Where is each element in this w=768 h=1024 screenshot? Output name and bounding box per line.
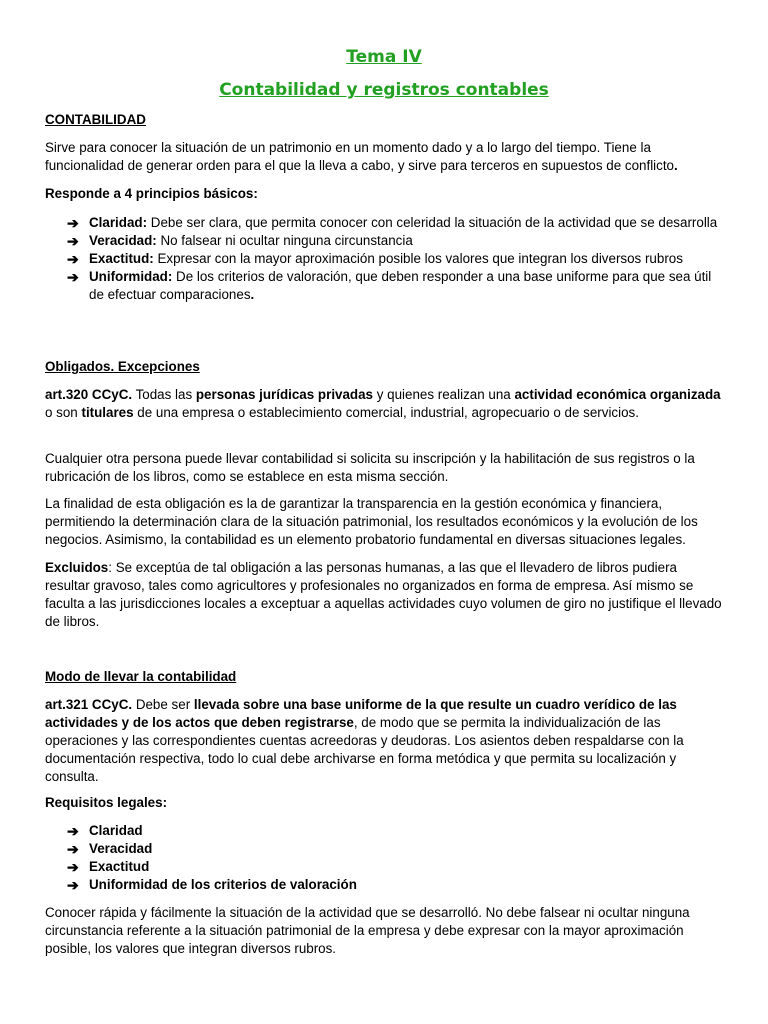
arrow-right-icon: ➔ <box>67 823 79 839</box>
bold-run: llevada sobre una base uniforme de la que resulte un cuadro verídico de las actividades y de los actos que deben registrarse <box>45 697 677 730</box>
section-heading-obligados: Obligados. Excepciones <box>45 359 200 374</box>
list-item <box>45 268 725 304</box>
list-item <box>45 840 725 858</box>
principles-list <box>45 214 725 304</box>
item-text: Uniformidad de los criterios de valoración <box>89 877 357 892</box>
bold-run: titulares <box>81 405 134 420</box>
paragraph-contabilidad <box>45 139 725 175</box>
item-text: Expresar con la mayor aproximación posible los valores que integran los diversos rubros <box>153 251 683 266</box>
paragraph-art321 <box>45 696 725 786</box>
list-item <box>45 250 725 268</box>
bold-run: personas jurídicas privadas <box>195 387 374 402</box>
text-run: de una empresa o establecimiento comercial, industrial, agropecuario o de servicios. <box>133 405 639 420</box>
bold-run: Excluidos <box>45 560 109 575</box>
item-text: Claridad <box>89 823 143 838</box>
paragraph-finalidad: La finalidad de esta obligación es la de garantizar la transparencia en la gestión económica y financiera, permitiendo la determinación clara de la situación patrimonial, los resultados económicos y la evolución de los negocios. Asimismo, la contabilidad es un elemento probatorio fundamental en diversas situaciones legales. <box>45 496 698 547</box>
item-text: No falsear ni ocultar ninguna circunstancia <box>156 233 413 248</box>
section-heading-contabilidad: CONTABILIDAD <box>45 112 146 127</box>
item-text: Debe ser clara, que permita conocer con celeridad la situación de la actividad que se desarrolla <box>147 215 718 230</box>
text-run: Todas las <box>132 387 196 402</box>
arrow-right-icon: ➔ <box>67 215 79 231</box>
document-subtitle: Contabilidad y registros contables <box>219 80 549 100</box>
item-text: Veracidad <box>89 841 153 856</box>
item-label: Claridad: <box>89 215 148 230</box>
paragraph-excluidos <box>45 559 725 631</box>
list-item <box>45 822 725 840</box>
requirements-list <box>45 822 725 894</box>
section-heading-modo: Modo de llevar la contabilidad <box>45 669 237 684</box>
paragraph-cualquier: Cualquier otra persona puede llevar contabilidad si solicita su inscripción y la habilitación de sus registros o la rubricación de los libros, como se establece en esta misma sección. <box>45 451 695 484</box>
article-ref: art.321 CCyC. <box>45 697 133 712</box>
list-item <box>45 858 725 876</box>
paragraph-text: Sirve para conocer la situación de un patrimonio en un momento dado y a lo largo del tiempo. Tiene la funcionalidad de generar orden para el que la lleva a cabo, y sirve para terceros en supuestos de conflicto <box>45 140 675 173</box>
arrow-right-icon: ➔ <box>67 269 79 285</box>
arrow-right-icon: ➔ <box>67 859 79 875</box>
paragraph-end: . <box>674 158 678 173</box>
item-label: Exactitud: <box>89 251 154 266</box>
principles-heading: Responde a 4 principios básicos: <box>45 186 258 201</box>
paragraph-art320 <box>45 386 725 422</box>
text-run: y quienes realizan una <box>373 387 515 402</box>
text-run: : Se exceptúa de tal obligación a las personas humanas, a las que el llevadero de libros pudiera resultar gravoso, tales como agricultores y profesionales no organizados en forma de empresa. Así mismo se faculta a las jurisdicciones locales a exceptuar a aquellas actividades cuyo volumen de giro no justifique el llevado de libros. <box>45 560 722 629</box>
paragraph-final: Conocer rápida y fácilmente la situación de la actividad que se desarrolló. No debe falsear ni ocultar ninguna circunstancia referente a la situación patrimonial de la empresa y debe expresar con la mayor aproximación posible, los valores que integran diversos rubros. <box>45 905 690 956</box>
text-run: o son <box>45 405 82 420</box>
item-label: Veracidad: <box>89 233 157 248</box>
arrow-right-icon: ➔ <box>67 233 79 249</box>
list-item <box>45 232 725 250</box>
bold-run: actividad económica organizada <box>514 387 721 402</box>
article-ref: art.320 CCyC. <box>45 387 133 402</box>
text-run: Debe ser <box>132 697 194 712</box>
item-end: . <box>250 287 255 302</box>
item-text: Exactitud <box>89 859 150 874</box>
arrow-right-icon: ➔ <box>67 877 79 893</box>
document-title: Tema IV <box>346 47 422 67</box>
requirements-heading: Requisitos legales: <box>45 795 168 810</box>
list-item <box>45 876 725 894</box>
arrow-right-icon: ➔ <box>67 841 79 857</box>
text-run: , de modo que se permita la individualización de las operaciones y las correspondientes cuentas acreedoras y deudoras. Los asientos deben respaldarse con la documentación respectiva, todo lo cual debe archivarse en forma metódica y que permita su localización y consulta. <box>45 715 684 784</box>
item-label: Uniformidad: <box>89 269 173 284</box>
list-item <box>45 214 725 232</box>
item-text: De los criterios de valoración, que deben responder a una base uniforme para que sea útil de efectuar comparaciones <box>89 269 712 302</box>
arrow-right-icon: ➔ <box>67 251 79 267</box>
